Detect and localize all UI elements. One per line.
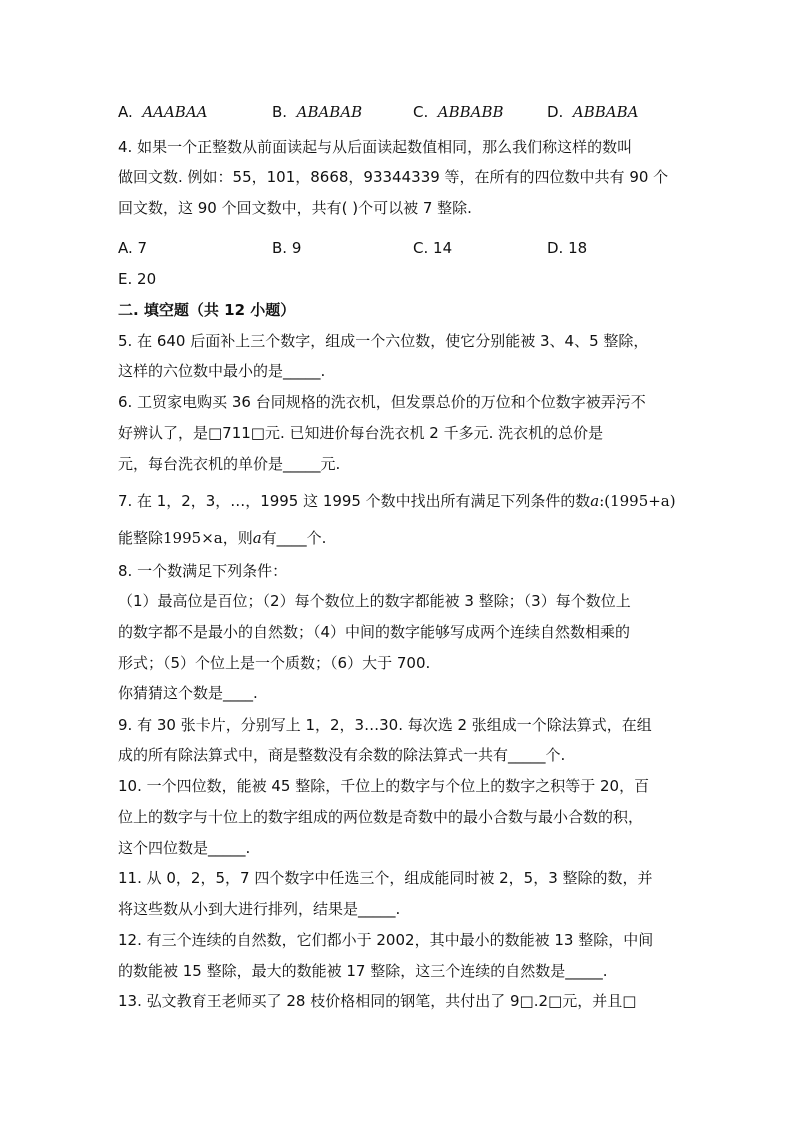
option-letter: D.	[547, 103, 564, 121]
q7-expression: 1995×a	[163, 529, 223, 547]
option-text: ABABAB	[296, 103, 363, 121]
q4-option-b	[272, 238, 301, 258]
q9-line-2: 成的所有除法算式中，商是整数没有余数的除法算式一共有_____个.	[118, 746, 566, 764]
q10-line-2: 位上的数字与十位上的数字组成的两位数是奇数中的最小合数与最小合数的积，	[118, 808, 644, 826]
q4-option-d	[547, 238, 587, 258]
q6-line-1: 6. 工贸家电购买 36 台同规格的洗衣机，但发票总价的万位和个位数字被弄污不	[118, 393, 646, 411]
q7-variable: a	[252, 529, 262, 547]
option-text: AAABAA	[142, 103, 208, 121]
section-heading: 二. 填空题（共 12 小题）	[118, 301, 296, 319]
q12-line-2: 的数能被 15 整除，最大的数能被 17 整除，这三个连续的自然数是_____.	[118, 962, 608, 980]
option-letter: A.	[118, 239, 133, 257]
q4-line-3: 回文数，这 90 个回文数中，共有( )个可以被 7 整除.	[118, 199, 472, 217]
option-text: 20	[137, 270, 157, 288]
q4-option-a	[118, 238, 147, 258]
q8-line-3: 的数字都不是最小的自然数；（4）中间的数字能够写成两个连续自然数相乘的	[118, 623, 631, 641]
q3-option-c	[413, 102, 504, 122]
q10-line-1: 10. 一个四位数，能被 45 整除，千位上的数字与个位上的数字之积等于 20，百	[118, 777, 650, 795]
q3-option-d	[547, 102, 638, 122]
q11-line-1: 11. 从 0，2，5，7 四个数字中任选三个，组成能同时被 2，5，3 整除的数，并	[118, 869, 653, 887]
q11-line-2: 将这些数从小到大进行排列，结果是_____.	[118, 900, 401, 918]
option-text: 9	[291, 239, 302, 257]
option-text: 7	[137, 239, 148, 257]
q7-line-1	[118, 491, 676, 511]
q8-line-1: 8. 一个数满足下列条件：	[118, 562, 288, 580]
q4-option-c	[413, 238, 452, 258]
q5-line-2: 这样的六位数中最小的是_____.	[118, 362, 326, 380]
q3-option-b	[272, 102, 362, 122]
q7-text: 能整除	[118, 529, 164, 547]
q8-line-5: 你猜猜这个数是____.	[118, 684, 258, 702]
q6-line-3: 元，每台洗衣机的单价是_____元.	[118, 455, 341, 473]
option-text: 18	[568, 239, 588, 257]
q12-line-1: 12. 有三个连续的自然数，它们都小于 2002，其中最小的数能被 13 整除，中间	[118, 931, 654, 949]
q6-line-2: 好辨认了，是□711□元. 已知进价每台洗衣机 2 千多元. 洗衣机的总价是	[118, 424, 604, 442]
q9-line-1: 9. 有 30 张卡片，分别写上 1，2，3…30. 每次选 2 张组成一个除法算式，在组	[118, 716, 652, 734]
option-letter: A.	[118, 103, 133, 121]
q7-text: 有____个.	[261, 529, 327, 547]
q7-variable: a	[590, 492, 600, 510]
q7-text: ，则	[222, 529, 253, 547]
option-letter: B.	[272, 103, 288, 121]
q8-line-2: （1）最高位是百位；（2）每个数位上的数字都能被 3 整除；（3）每个数位上	[118, 592, 631, 610]
option-letter: E.	[118, 270, 133, 288]
option-text: 14	[433, 239, 453, 257]
q10-line-3: 这个四位数是_____.	[118, 839, 251, 857]
q7-line-2	[118, 528, 326, 548]
option-letter: C.	[413, 239, 429, 257]
q4-line-2: 做回文数. 例如：55，101，8668，93344339 等，在所有的四位数中共有 90 个	[118, 168, 669, 186]
option-text: ABBABB	[437, 103, 504, 121]
q4-option-e	[118, 269, 156, 289]
q3-option-a	[118, 102, 208, 122]
option-letter: B.	[272, 239, 288, 257]
q13-line-1: 13. 弘文教育王老师买了 28 枝价格相同的钢笔，共付出了 9□.2□元，并且□	[118, 992, 637, 1010]
q7-condition: :(1995+a)	[599, 492, 676, 510]
option-letter: D.	[547, 239, 564, 257]
q7-text: 7. 在 1，2，3，…，1995 这 1995 个数中找出所有满足下列条件的数	[118, 492, 591, 510]
option-text: ABBABA	[572, 103, 639, 121]
q5-line-1: 5. 在 640 后面补上三个数字，组成一个六位数，使它分别能被 3、4、5 整除，	[118, 332, 649, 350]
q8-line-4: 形式；（5）个位上是一个质数；（6）大于 700.	[118, 654, 431, 672]
q4-line-1: 4. 如果一个正整数从前面读起与从后面读起数值相同，那么我们称这样的数叫	[118, 138, 633, 156]
option-letter: C.	[413, 103, 429, 121]
